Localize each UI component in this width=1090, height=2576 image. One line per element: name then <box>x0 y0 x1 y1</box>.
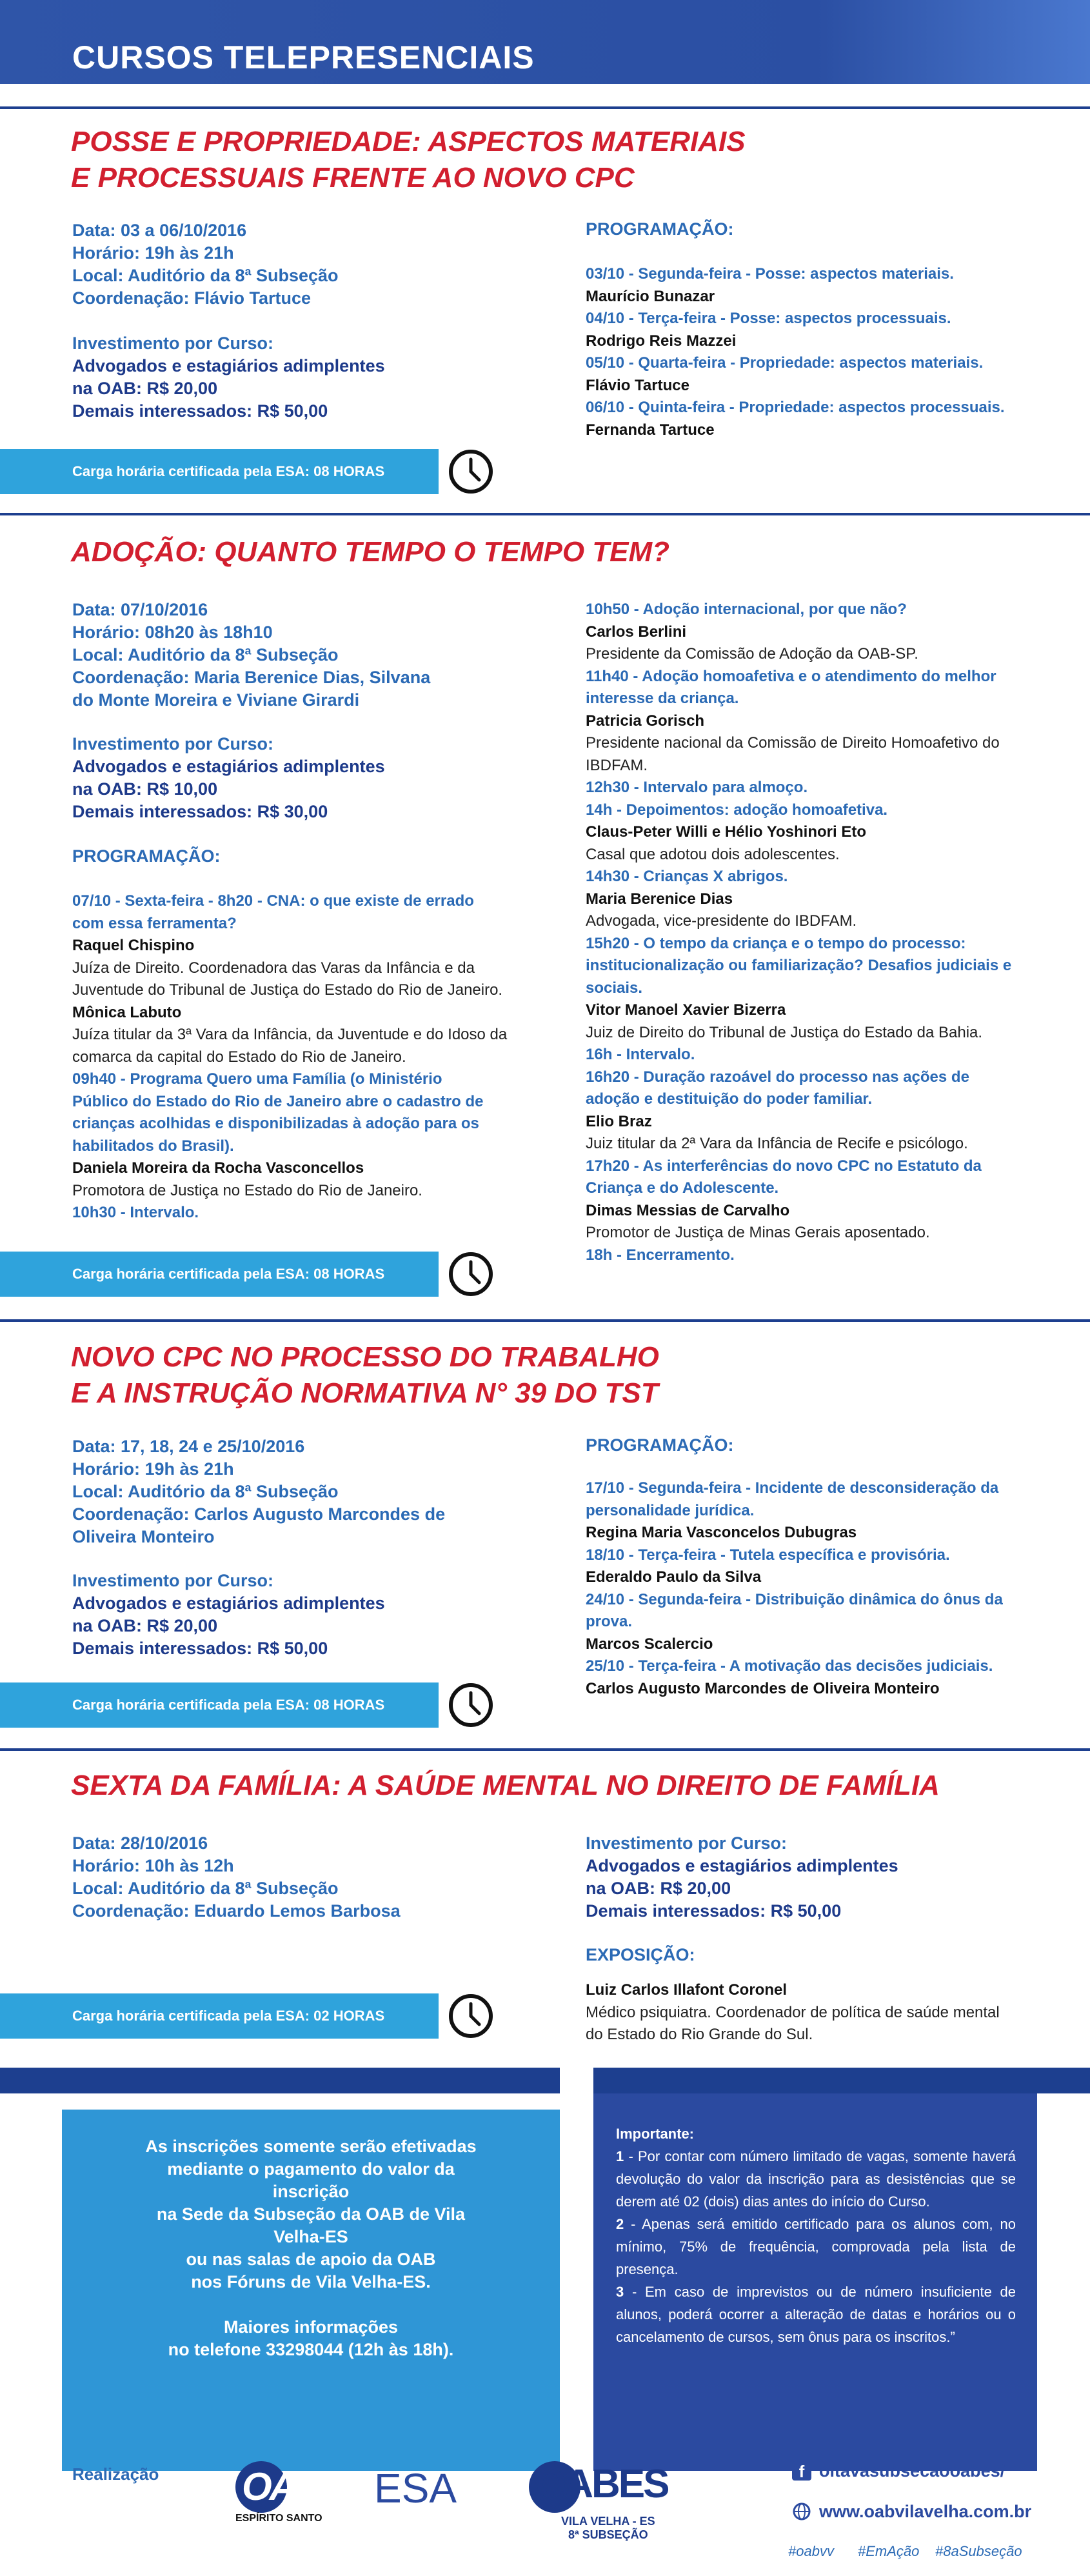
speaker-name: Dimas Messias de Carvalho <box>586 1201 790 1219</box>
oabes-subtitle-line: VILA VELHA - ES <box>561 2515 655 2528</box>
speaker-desc: Presidente da Comissão de Adoção da OAB-SP. <box>586 645 918 663</box>
registration-text <box>97 2135 525 2361</box>
course-4-certificate-bar: Carga horária certificada pela ESA: 02 HORAS <box>0 1993 439 2039</box>
course-2-time: Horário: 08h20 às 18h10 <box>72 623 273 642</box>
program-item: Criança e do Adolescente. <box>586 1179 779 1197</box>
investment-line: na OAB: R$ 20,00 <box>72 379 218 398</box>
speaker-desc: do Estado do Rio Grande do Sul. <box>586 2026 813 2043</box>
speaker-name: Flávio Tartuce <box>586 376 689 394</box>
course-3-location: Local: Auditório da 8ª Subseção <box>72 1482 339 1501</box>
program-item: 05/10 - Quarta-feira - Propriedade: aspectos materiais. <box>586 354 984 372</box>
notes-top-bar <box>593 2068 1090 2093</box>
course-3-investment <box>72 1570 485 1660</box>
oab-logo-text <box>242 2465 321 2508</box>
speaker-desc: Promotor de Justiça de Minas Gerais aposentado. <box>586 1224 930 1241</box>
course-3-time: Horário: 19h às 21h <box>72 1459 234 1479</box>
program-item: 14h - Depoimentos: adoção homoafetiva. <box>586 801 888 819</box>
speaker-desc: Juiz titular da 2ª Vara da Infância de Recife e psicólogo. <box>586 1135 968 1152</box>
course-4-location: Local: Auditório da 8ª Subseção <box>72 1879 339 1898</box>
speaker-name: Mônica Labuto <box>72 1003 182 1021</box>
course-1-time: Horário: 19h às 21h <box>72 243 234 263</box>
speaker-name: Daniela Moreira da Rocha Vasconcellos <box>72 1159 364 1177</box>
speaker-name: Vitor Manoel Xavier Bizerra <box>586 1001 786 1019</box>
note-line: Velha-ES <box>273 2227 348 2246</box>
investment-line: Demais interessados: R$ 30,00 <box>72 802 328 821</box>
oab-es-logo <box>235 2461 352 2513</box>
course-1-date: Data: 03 a 06/10/2016 <box>72 221 247 240</box>
speaker-desc: Promotora de Justiça no Estado do Rio de Janeiro. <box>72 1181 422 1199</box>
program-item: 07/10 - Sexta-feira - 8h20 - CNA: o que existe de errado <box>72 892 474 910</box>
course-2-investment <box>72 733 485 823</box>
course-1-program-heading: PROGRAMAÇÃO: <box>586 219 734 239</box>
course-4-title: SEXTA DA FAMÍLIA: A SAÚDE MENTAL NO DIREITO DE FAMÍLIA <box>71 1770 940 1801</box>
course-3-program-heading: PROGRAMAÇÃO: <box>586 1435 734 1455</box>
investment-line: na OAB: R$ 10,00 <box>72 779 218 799</box>
program-item: 17h20 - As interferências do novo CPC no Estatuto da <box>586 1157 982 1175</box>
investment-line: Advogados e estagiários adimplentes <box>72 356 385 375</box>
course-4-date: Data: 28/10/2016 <box>72 1833 208 1853</box>
item-number: 1 <box>616 2148 624 2164</box>
speaker-desc: Advogada, vice-presidente do IBDFAM. <box>586 912 857 930</box>
speaker-desc: Juventude do Tribunal de Justiça do Estado do Rio de Janeiro. <box>72 981 503 999</box>
program-item: interesse da criança. <box>586 690 739 707</box>
item-text: - Por contar com número limitado de vagas, somente haverá devolução do valor da inscrição para as desistências que se derem até 02 (dois) dias antes do início do Curso. <box>616 2148 1016 2210</box>
speaker-name: Carlos Augusto Marcondes de Oliveira Monteiro <box>586 1679 940 1697</box>
speaker-name: Carlos Berlini <box>586 623 687 641</box>
website-link[interactable]: www.oabvilavelha.com.br <box>819 2502 1032 2521</box>
course-4-exposition-heading: EXPOSIÇÃO: <box>586 1945 695 1964</box>
speaker-name: Ederaldo Paulo da Silva <box>586 1568 762 1586</box>
item-text: - Apenas será emitido certificado para os alunos com, no mínimo, 75% de frequência, comprovada pela lista de presença. <box>616 2216 1016 2277</box>
speaker-name: Raquel Chispino <box>72 937 195 954</box>
important-item-3 <box>616 2281 1016 2348</box>
course-3-date: Data: 17, 18, 24 e 25/10/2016 <box>72 1437 305 1456</box>
divider <box>0 1748 1090 1751</box>
course-2-program-left <box>72 890 511 1224</box>
course-3-coordination-cont: Oliveira Monteiro <box>72 1527 215 1546</box>
course-2-title: ADOÇÃO: QUANTO TEMPO O TEMPO TEM? <box>71 536 670 568</box>
course-1-investment <box>72 332 485 423</box>
program-item: habilitados do Brasil). <box>72 1137 234 1155</box>
note-spacer <box>97 2293 525 2316</box>
program-item: 03/10 - Segunda-feira - Posse: aspectos materiais. <box>586 265 954 283</box>
divider <box>0 106 1090 109</box>
note-line: inscrição <box>272 2182 350 2201</box>
program-item: 18/10 - Terça-feira - Tutela específica e provisória. <box>586 1546 950 1564</box>
program-item: 25/10 - Terça-feira - A motivação das decisões judiciais. <box>586 1657 993 1675</box>
speaker-name: Regina Maria Vasconcelos Dubugras <box>586 1524 857 1541</box>
important-item-2 <box>616 2213 1016 2281</box>
course-4-time: Horário: 10h às 12h <box>72 1856 234 1875</box>
investment-line: na OAB: R$ 20,00 <box>586 1879 731 1898</box>
course-1-info <box>72 219 485 310</box>
investment-line: Demais interessados: R$ 50,00 <box>72 1639 328 1658</box>
speaker-name: Maurício Bunazar <box>586 287 715 305</box>
course-2-date: Data: 07/10/2016 <box>72 600 208 619</box>
speaker-name: Claus-Peter Willi e Hélio Yoshinori Eto <box>586 823 866 841</box>
clock-icon <box>447 1250 495 1298</box>
program-item: 16h - Intervalo. <box>586 1046 695 1063</box>
speaker-name: Marcos Scalercio <box>586 1635 713 1653</box>
note-line: nos Fóruns de Vila Velha-ES. <box>191 2272 431 2291</box>
course-1-title <box>71 124 746 196</box>
investment-heading: Investimento por Curso: <box>72 734 274 754</box>
program-item: com essa ferramenta? <box>72 914 237 932</box>
program-item: 17/10 - Segunda-feira - Incidente de desconsideração da <box>586 1479 999 1497</box>
investment-line: Demais interessados: R$ 50,00 <box>72 401 328 421</box>
course-4-info <box>72 1832 485 1922</box>
investment-line: na OAB: R$ 20,00 <box>72 1616 218 1635</box>
course-2-location: Local: Auditório da 8ª Subseção <box>72 645 339 664</box>
program-item: Público do Estado do Rio de Janeiro abre o cadastro de <box>72 1092 484 1110</box>
course-2-program-heading: PROGRAMAÇÃO: <box>72 846 221 866</box>
speaker-name: Luiz Carlos Illafont Coronel <box>586 1981 788 1999</box>
course-1-program <box>586 263 1024 441</box>
divider <box>0 1319 1090 1322</box>
course-2-coordination-cont: do Monte Moreira e Viviane Girardi <box>72 690 360 710</box>
program-item: 10h50 - Adoção internacional, por que não? <box>586 601 907 618</box>
facebook-link[interactable]: oitavasubsecaooabes/ <box>819 2461 1006 2481</box>
program-item: crianças acolhidas e disponibilizadas à adoção para os <box>72 1115 479 1132</box>
speaker-name: Fernanda Tartuce <box>586 421 715 439</box>
divider <box>0 513 1090 515</box>
important-title: Importante: <box>616 2126 694 2142</box>
speaker-desc: Presidente nacional da Comissão de Direito Homoafetivo do <box>586 734 1000 752</box>
program-item: 10h30 - Intervalo. <box>72 1204 199 1221</box>
oabes-logo: OABES <box>535 2462 668 2506</box>
oab-logo-letters: OAB <box>242 2465 321 2508</box>
investment-line: Advogados e estagiários adimplentes <box>72 1593 385 1613</box>
oabes-subtitle <box>561 2515 655 2542</box>
program-item: 06/10 - Quinta-feira - Propriedade: aspectos processuais. <box>586 399 1005 416</box>
course-2-info <box>72 599 485 712</box>
speaker-name: Elio Braz <box>586 1112 652 1130</box>
investment-heading: Investimento por Curso: <box>586 1833 788 1853</box>
header-strip <box>0 84 1090 93</box>
investment-heading: Investimento por Curso: <box>72 1571 274 1590</box>
course-3-certificate-bar: Carga horária certificada pela ESA: 08 HORAS <box>0 1682 439 1728</box>
program-item: 15h20 - O tempo da criança e o tempo do processo: <box>586 934 966 952</box>
page-title: CURSOS TELEPRESENCIAIS <box>72 39 535 75</box>
important-text <box>616 2122 1016 2348</box>
speaker-name: Patricia Gorisch <box>586 712 705 730</box>
speaker-desc: IBDFAM. <box>586 756 648 774</box>
program-item: 24/10 - Segunda-feira - Distribuição dinâmica do ônus da <box>586 1590 1003 1608</box>
course-1-certificate-bar: Carga horária certificada pela ESA: 08 HORAS <box>0 449 439 494</box>
item-number: 3 <box>616 2284 624 2300</box>
speaker-name: Maria Berenice Dias <box>586 890 733 908</box>
hashtag: #8aSubseção <box>935 2543 1022 2559</box>
course-1-title-line2: E PROCESSUAIS FRENTE AO NOVO CPC <box>71 162 635 194</box>
note-line: na Sede da Subseção da OAB de Vila <box>156 2204 466 2224</box>
program-item: personalidade jurídica. <box>586 1501 755 1519</box>
course-2-program-right <box>586 599 1037 1266</box>
program-item: 12h30 - Intervalo para almoço. <box>586 779 808 796</box>
course-3-title <box>71 1339 659 1412</box>
program-item: 04/10 - Terça-feira - Posse: aspectos processuais. <box>586 310 951 327</box>
course-4-exposition <box>586 1979 1037 2046</box>
hashtag: #EmAção <box>858 2543 920 2559</box>
speaker-desc: Médico psiquiatra. Coordenador de política de saúde mental <box>586 2003 1000 2021</box>
investment-line: Advogados e estagiários adimplentes <box>72 757 385 776</box>
notes-top-bar <box>0 2068 560 2093</box>
globe-icon <box>792 2502 811 2521</box>
program-item: 18h - Encerramento. <box>586 1246 735 1264</box>
course-2-coordination: Coordenação: Maria Berenice Dias, Silvana <box>72 668 431 687</box>
course-3-coordination: Coordenação: Carlos Augusto Marcondes de <box>72 1504 446 1524</box>
oabes-subtitle-line: 8ª SUBSEÇÃO <box>568 2528 648 2541</box>
course-3-program <box>586 1477 1037 1700</box>
program-item: institucionalização ou familiarização? Desafios judiciais e <box>586 957 1012 974</box>
item-text: - Em caso de imprevistos ou de número insuficiente de alunos, poderá ocorrer a alteração de datas e horários ou o cancelamento de cursos, sem ônus para os inscritos.” <box>616 2284 1016 2345</box>
program-item: adoção e destituição do poder familiar. <box>586 1090 873 1108</box>
course-1-title-line1: POSSE E PROPRIEDADE: ASPECTOS MATERIAIS <box>71 126 746 157</box>
course-1-location: Local: Auditório da 8ª Subseção <box>72 266 339 285</box>
realization-label: Realização <box>72 2464 159 2484</box>
program-item: 16h20 - Duração razoável do processo nas ações de <box>586 1068 969 1086</box>
course-3-title-line2: E A INSTRUÇÃO NORMATIVA N° 39 DO TST <box>71 1377 659 1409</box>
speaker-name: Rodrigo Reis Mazzei <box>586 332 737 350</box>
hashtag: #oabvv <box>788 2543 834 2559</box>
note-line: no telefone 33298044 (12h às 18h). <box>168 2340 454 2359</box>
course-4-investment <box>586 1832 998 1922</box>
course-3-info <box>72 1435 485 1548</box>
program-item: 11h40 - Adoção homoafetiva e o atendimento do melhor <box>586 667 996 685</box>
facebook-icon: f <box>792 2461 811 2481</box>
course-2-certificate-bar: Carga horária certificada pela ESA: 08 HORAS <box>0 1252 439 1297</box>
speaker-desc: Casal que adotou dois adolescentes. <box>586 845 840 863</box>
speaker-desc: Juiz de Direito do Tribunal de Justiça do Estado da Bahia. <box>586 1023 983 1041</box>
program-item: 14h30 - Crianças X abrigos. <box>586 868 788 885</box>
speaker-desc: Juíza de Direito. Coordenadora das Varas da Infância e da <box>72 959 475 977</box>
esa-logo: ESA <box>374 2465 457 2511</box>
speaker-desc: comarca da capital do Estado do Rio de Janeiro. <box>72 1048 406 1066</box>
note-line: mediante o pagamento do valor da <box>167 2159 455 2179</box>
clock-icon <box>447 1681 495 1729</box>
investment-heading: Investimento por Curso: <box>72 334 274 353</box>
important-item-1 <box>616 2145 1016 2213</box>
note-line: As inscrições somente serão efetivadas <box>145 2137 477 2156</box>
program-item: prova. <box>586 1613 633 1630</box>
note-line: Maiores informações <box>223 2317 399 2337</box>
speaker-desc: Juíza titular da 3ª Vara da Infância, da Juventude e do Idoso da <box>72 1026 508 1043</box>
course-4-coordination: Coordenação: Eduardo Lemos Barbosa <box>72 1901 401 1921</box>
investment-line: Demais interessados: R$ 50,00 <box>586 1901 842 1921</box>
note-line: ou nas salas de apoio da OAB <box>186 2250 436 2269</box>
oab-logo-subtitle: ESPÍRITO SANTO <box>235 2513 322 2524</box>
course-3-title-line1: NOVO CPC NO PROCESSO DO TRABALHO <box>71 1341 659 1373</box>
program-item: sociais. <box>586 979 643 997</box>
clock-icon <box>447 448 495 495</box>
program-item: 09h40 - Programa Quero uma Família (o Ministério <box>72 1070 442 1088</box>
investment-line: Advogados e estagiários adimplentes <box>586 1856 898 1875</box>
course-1-coordination: Coordenação: Flávio Tartuce <box>72 288 312 308</box>
item-number: 2 <box>616 2216 624 2232</box>
clock-icon <box>447 1992 495 2040</box>
